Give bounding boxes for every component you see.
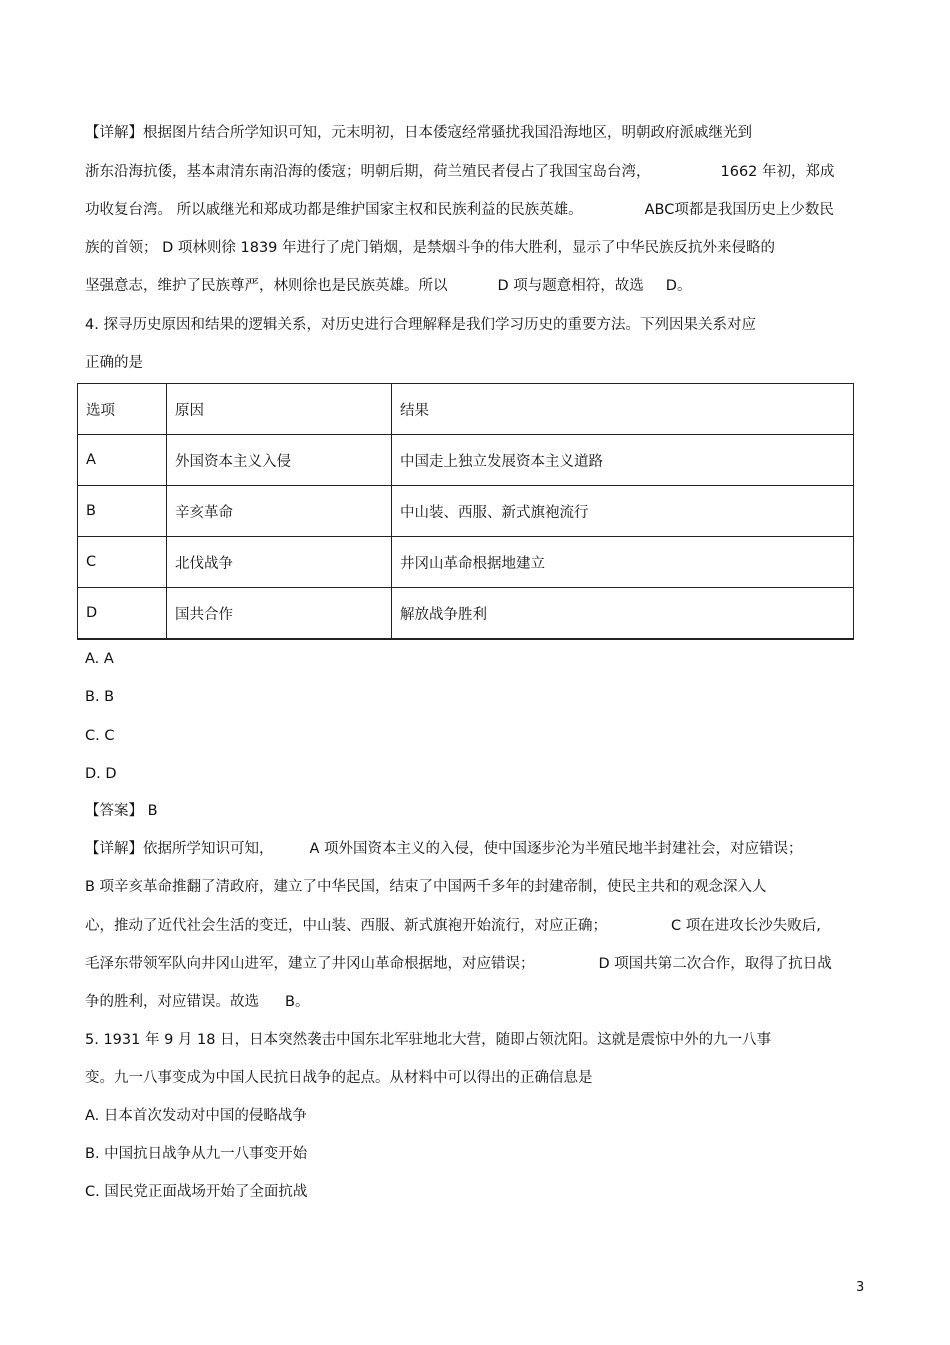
q3-explanation-line-3 — [85, 200, 834, 220]
cell-cause: 国共合作 — [167, 588, 392, 640]
cell-cause: 外国资本主义入侵 — [167, 435, 392, 486]
table-row — [78, 537, 854, 588]
header-option: 选项 — [78, 384, 167, 435]
q4-exp-4-d: D 项国共第二次合作，取得了抗日战 — [598, 956, 832, 972]
q4-answer: 【答案】 B — [85, 803, 158, 819]
q5-option-b: B. 中国抗日战争从九一八事变开始 — [85, 1146, 308, 1162]
header-cause: 原因 — [167, 384, 392, 435]
q3-line-2-year: 1662 年初，郑成 — [720, 164, 835, 180]
cell-result: 中山装、西服、新式旗袍流行 — [392, 486, 854, 537]
q4-exp-3-c: C 项在进攻长沙失败后, — [671, 918, 821, 934]
q3-explanation-line-2 — [85, 162, 835, 182]
q4-explanation-line-5 — [85, 992, 309, 1012]
q4-stem-line-1: 4. 探寻历史原因和结果的逻辑关系，对历史进行合理解释是我们学习历史的重要方法。下列因果关系对应 — [85, 317, 756, 333]
q3-line-3-text: 功收复台湾。 所以戚继光和郑成功都是维护国家主权和民族利益的民族英雄。 — [85, 202, 583, 218]
q4-explanation-line-3 — [85, 916, 821, 936]
cell-option: B — [78, 486, 167, 537]
q4-explanation-line-2: B 项辛亥革命推翻了清政府，建立了中华民国，结束了中国两千多年的封建帝制，使民主共和的观念深入人 — [85, 879, 767, 895]
q4-exp-4-text: 毛泽东带领军队向井冈山进军，建立了井冈山革命根据地，对应错误； — [85, 956, 535, 972]
q5-stem-line-2: 变。九一八事变成为中国人民抗日战争的起点。从材料中可以得出的正确信息是 — [85, 1070, 593, 1086]
table-header-row — [78, 384, 854, 435]
table-row — [78, 588, 854, 640]
q5-stem-line-1: 5. 1931 年 9 月 18 日，日本突然袭击中国东北军驻地北大营，随即占领沈阳。这就是震惊中外的九一八事 — [85, 1032, 772, 1048]
cell-option: C — [78, 537, 167, 588]
table-row — [78, 435, 854, 486]
table-row — [78, 486, 854, 537]
q4-option-d: D. D — [85, 766, 117, 782]
cell-option: A — [78, 435, 167, 486]
cell-cause: 辛亥革命 — [167, 486, 392, 537]
q3-line-3-abc: ABC项都是我国历史上少数民 — [644, 202, 834, 218]
cell-cause: 北伐战争 — [167, 537, 392, 588]
q4-exp-1-text: A 项外国资本主义的入侵，使中国逐步沦为半殖民地半封建社会，对应错误； — [309, 841, 803, 857]
cell-option: D — [78, 588, 167, 640]
page-number: 3 — [856, 1280, 865, 1295]
q4-cause-effect-table — [77, 383, 854, 640]
cell-result: 井冈山革命根据地建立 — [392, 537, 854, 588]
q4-stem-line-2: 正确的是 — [85, 355, 143, 371]
q5-option-c: C. 国民党正面战场开始了全面抗战 — [85, 1184, 308, 1200]
q4-exp-3-text: 心，推动了近代社会生活的变迁，中山装、西服、新式旗袍开始流行，对应正确； — [85, 918, 607, 934]
q4-option-b: B. B — [85, 689, 115, 705]
q3-explanation-line-4: 族的首领； D 项林则徐 1839 年进行了虎门销烟，是禁烟斗争的伟大胜利，显示了中华民族反抗外来侵略的 — [85, 240, 775, 256]
q4-option-c: C. C — [85, 728, 115, 744]
q3-explanation-line-1: 【详解】根据图片结合所学知识可知，元末明初，日本倭寇经常骚扰我国沿海地区，明朝政府派戚继光到 — [85, 125, 752, 141]
q4-exp-5-answer: B。 — [285, 994, 310, 1010]
q4-exp-1-prefix: 【详解】依据所学知识可知， — [85, 841, 274, 857]
q3-line-2-text: 浙东沿海抗倭，基本肃清东南沿海的倭寇；明朝后期，荷兰殖民者侵占了我国宝岛台湾， — [85, 164, 651, 180]
header-result: 结果 — [392, 384, 854, 435]
q3-line-5-match: D 项与题意相符，故选 — [497, 278, 644, 294]
q3-line-5-answer: D。 — [665, 278, 692, 294]
q3-line-5-text: 坚强意志，维护了民族尊严，林则徐也是民族英雄。所以 — [85, 278, 448, 294]
q4-explanation-line-1 — [85, 839, 803, 859]
q5-option-a: A. 日本首次发动对中国的侵略战争 — [85, 1108, 307, 1124]
q3-explanation-line-5 — [85, 276, 691, 296]
q4-option-a: A. A — [85, 651, 114, 667]
cell-result: 中国走上独立发展资本主义道路 — [392, 435, 854, 486]
q4-exp-5-text: 争的胜利，对应错误。故选 — [85, 994, 259, 1010]
q4-explanation-line-4 — [85, 954, 832, 974]
cell-result: 解放战争胜利 — [392, 588, 854, 640]
